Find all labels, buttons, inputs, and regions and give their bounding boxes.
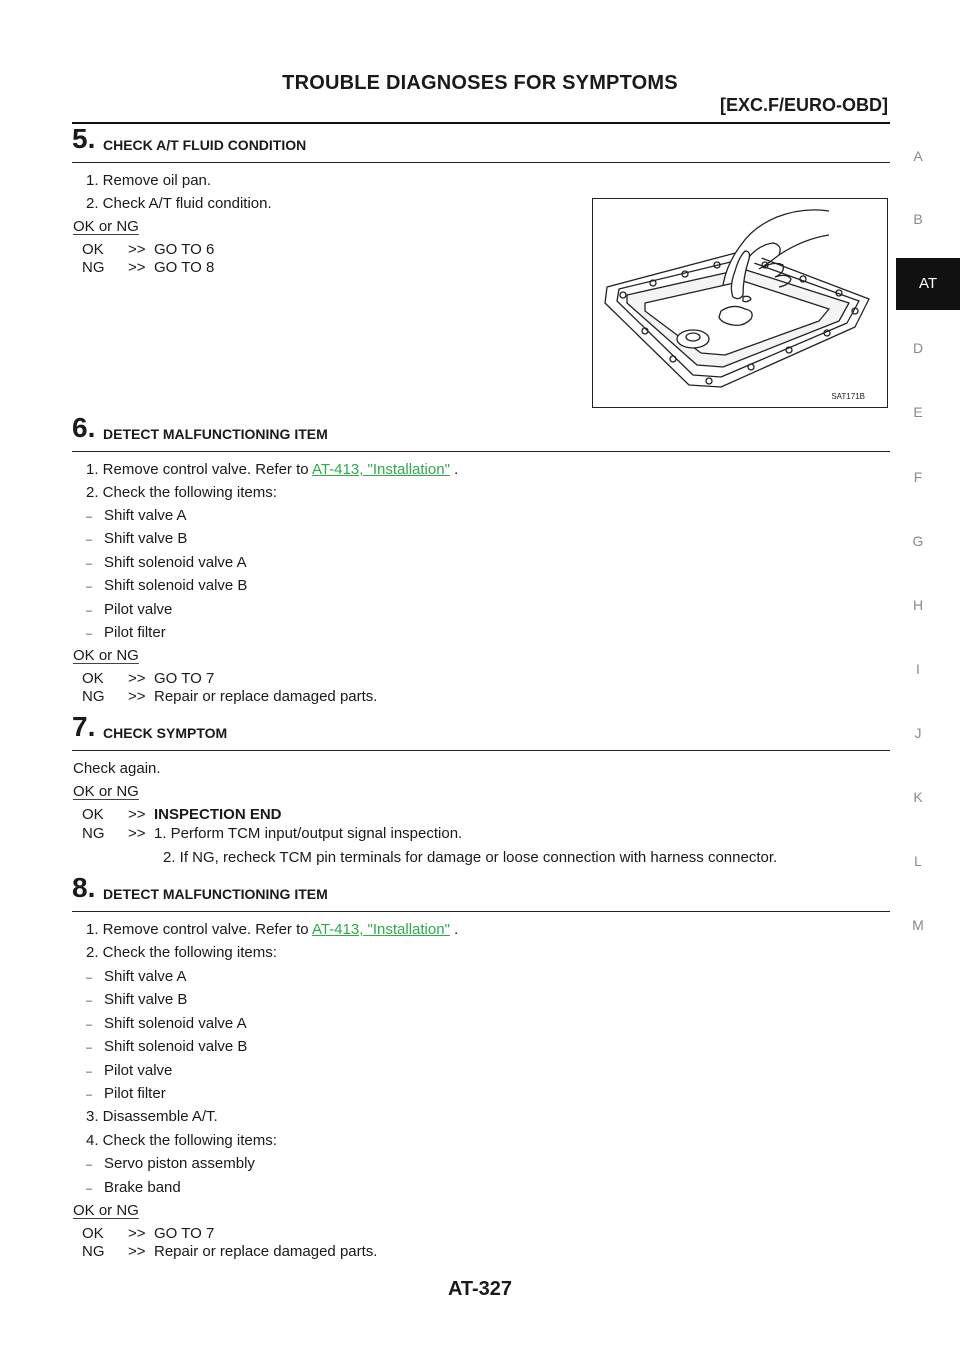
section-title: CHECK SYMPTOM	[103, 725, 228, 741]
list-item: Pilot valve	[104, 601, 173, 618]
section-number: 5 .	[72, 122, 95, 156]
page-subtitle: [EXC.F/EURO-OBD]	[720, 95, 888, 115]
dash-bullet: –	[86, 1183, 93, 1195]
sidebar-letter-j[interactable]: J	[914, 725, 922, 741]
dash-bullet: –	[86, 1159, 93, 1171]
list-item: Shift valve B	[104, 991, 188, 1008]
section-number: 6 .	[72, 411, 95, 445]
section-8-header	[72, 873, 890, 912]
list-item: Shift valve A	[104, 968, 187, 985]
section-title: DETECT MALFUNCTIONING ITEM	[103, 426, 328, 442]
list-item: Shift solenoid valve A	[104, 1015, 247, 1032]
check-again-text: Check again.	[73, 760, 161, 777]
list-item: Pilot valve	[104, 1062, 173, 1079]
sidebar-letter-g[interactable]: G	[912, 533, 924, 549]
step-check-items-2: 4. Check the following items:	[86, 1132, 277, 1149]
section-6-header	[72, 413, 890, 452]
sidebar-letter-h[interactable]: H	[912, 597, 924, 613]
page-number: AT-327	[447, 1278, 513, 1300]
sidebar-letter-e[interactable]: E	[913, 404, 923, 420]
ok-or-ng-label: OK or NG	[73, 1202, 139, 1219]
sidebar-letter-f[interactable]: F	[913, 469, 923, 485]
dash-bullet: –	[86, 605, 93, 617]
result-ok: OK >> GO TO 7	[82, 670, 215, 687]
list-item: Shift valve B	[104, 530, 188, 547]
dash-bullet: –	[86, 1066, 93, 1078]
result-ng-step2: 2. If NG, recheck TCM pin terminals for damage or loose connection with harness connector.	[163, 849, 778, 866]
list-item: Pilot filter	[104, 624, 166, 641]
sidebar-letter-a[interactable]: A	[913, 148, 923, 164]
ok-or-ng-label: OK or NG	[73, 218, 139, 235]
installation-link[interactable]: AT-413, "Installation"	[311, 921, 450, 938]
result-ok: OK >> INSPECTION END	[82, 806, 282, 823]
sidebar-letter-m[interactable]: M	[912, 917, 924, 933]
step-disassemble: 3. Disassemble A/T.	[86, 1108, 218, 1125]
dash-bullet: –	[86, 558, 93, 570]
dash-bullet: –	[86, 1042, 93, 1054]
list-item: Shift valve A	[104, 507, 187, 524]
section-5-header	[72, 124, 890, 163]
dash-bullet: –	[86, 995, 93, 1007]
step-check-items: 2. Check the following items:	[86, 484, 277, 501]
result-ng: NG >> 1. Perform TCM input/output signal inspection.	[82, 825, 463, 842]
sidebar-letter-l[interactable]: L	[914, 853, 922, 869]
step-remove-control-valve: 1. Remove control valve. Refer to AT-413, "Installation" .	[86, 921, 459, 938]
dash-bullet: –	[86, 511, 93, 523]
ok-or-ng-label: OK or NG	[73, 647, 139, 664]
section-title: CHECK A/T FLUID CONDITION	[103, 137, 307, 153]
list-item: Shift solenoid valve B	[104, 577, 248, 594]
list-item: Shift solenoid valve A	[104, 554, 247, 571]
list-item: Servo piston assembly	[104, 1155, 255, 1172]
step-remove-control-valve: 1. Remove control valve. Refer to AT-413, "Installation" .	[86, 461, 459, 478]
list-item: Pilot filter	[104, 1085, 166, 1102]
dash-bullet: –	[86, 1089, 93, 1101]
result-ok: OK >> GO TO 6	[82, 241, 215, 258]
sidebar-tab-at[interactable]: AT	[896, 258, 960, 310]
dash-bullet: –	[86, 972, 93, 984]
dash-bullet: –	[86, 534, 93, 546]
sidebar-letter-k[interactable]: K	[913, 789, 923, 805]
list-item: Brake band	[104, 1179, 181, 1196]
result-ng: NG >> Repair or replace damaged parts.	[82, 1243, 378, 1260]
sidebar-letter-b[interactable]: B	[913, 211, 923, 227]
step-remove-oil-pan: 1. Remove oil pan.	[86, 172, 212, 189]
dash-bullet: –	[86, 581, 93, 593]
result-ng: NG >> Repair or replace damaged parts.	[82, 688, 378, 705]
page-title: TROUBLE DIAGNOSES FOR SYMPTOMS	[282, 72, 678, 94]
step-check-fluid: 2. Check A/T fluid condition.	[86, 195, 272, 212]
section-title: DETECT MALFUNCTIONING ITEM	[103, 886, 328, 902]
dash-bullet: –	[86, 628, 93, 640]
figure-code: SAT171B	[831, 392, 865, 401]
ok-or-ng-label: OK or NG	[73, 783, 139, 800]
installation-link[interactable]: AT-413, "Installation"	[311, 461, 450, 478]
list-item: Shift solenoid valve B	[104, 1038, 248, 1055]
section-number: 8 .	[72, 871, 95, 905]
oil-pan-illustration	[593, 199, 887, 407]
section-number: 7 .	[72, 710, 95, 744]
sidebar-letter-i[interactable]: I	[916, 661, 920, 677]
step-check-items: 2. Check the following items:	[86, 944, 277, 961]
oil-pan-figure	[592, 198, 888, 408]
result-ng: NG >> GO TO 8	[82, 259, 215, 276]
dash-bullet: –	[86, 1019, 93, 1031]
sidebar-letter-d[interactable]: D	[912, 340, 924, 356]
result-ok: OK >> GO TO 7	[82, 1225, 215, 1242]
section-7-header	[72, 712, 890, 751]
